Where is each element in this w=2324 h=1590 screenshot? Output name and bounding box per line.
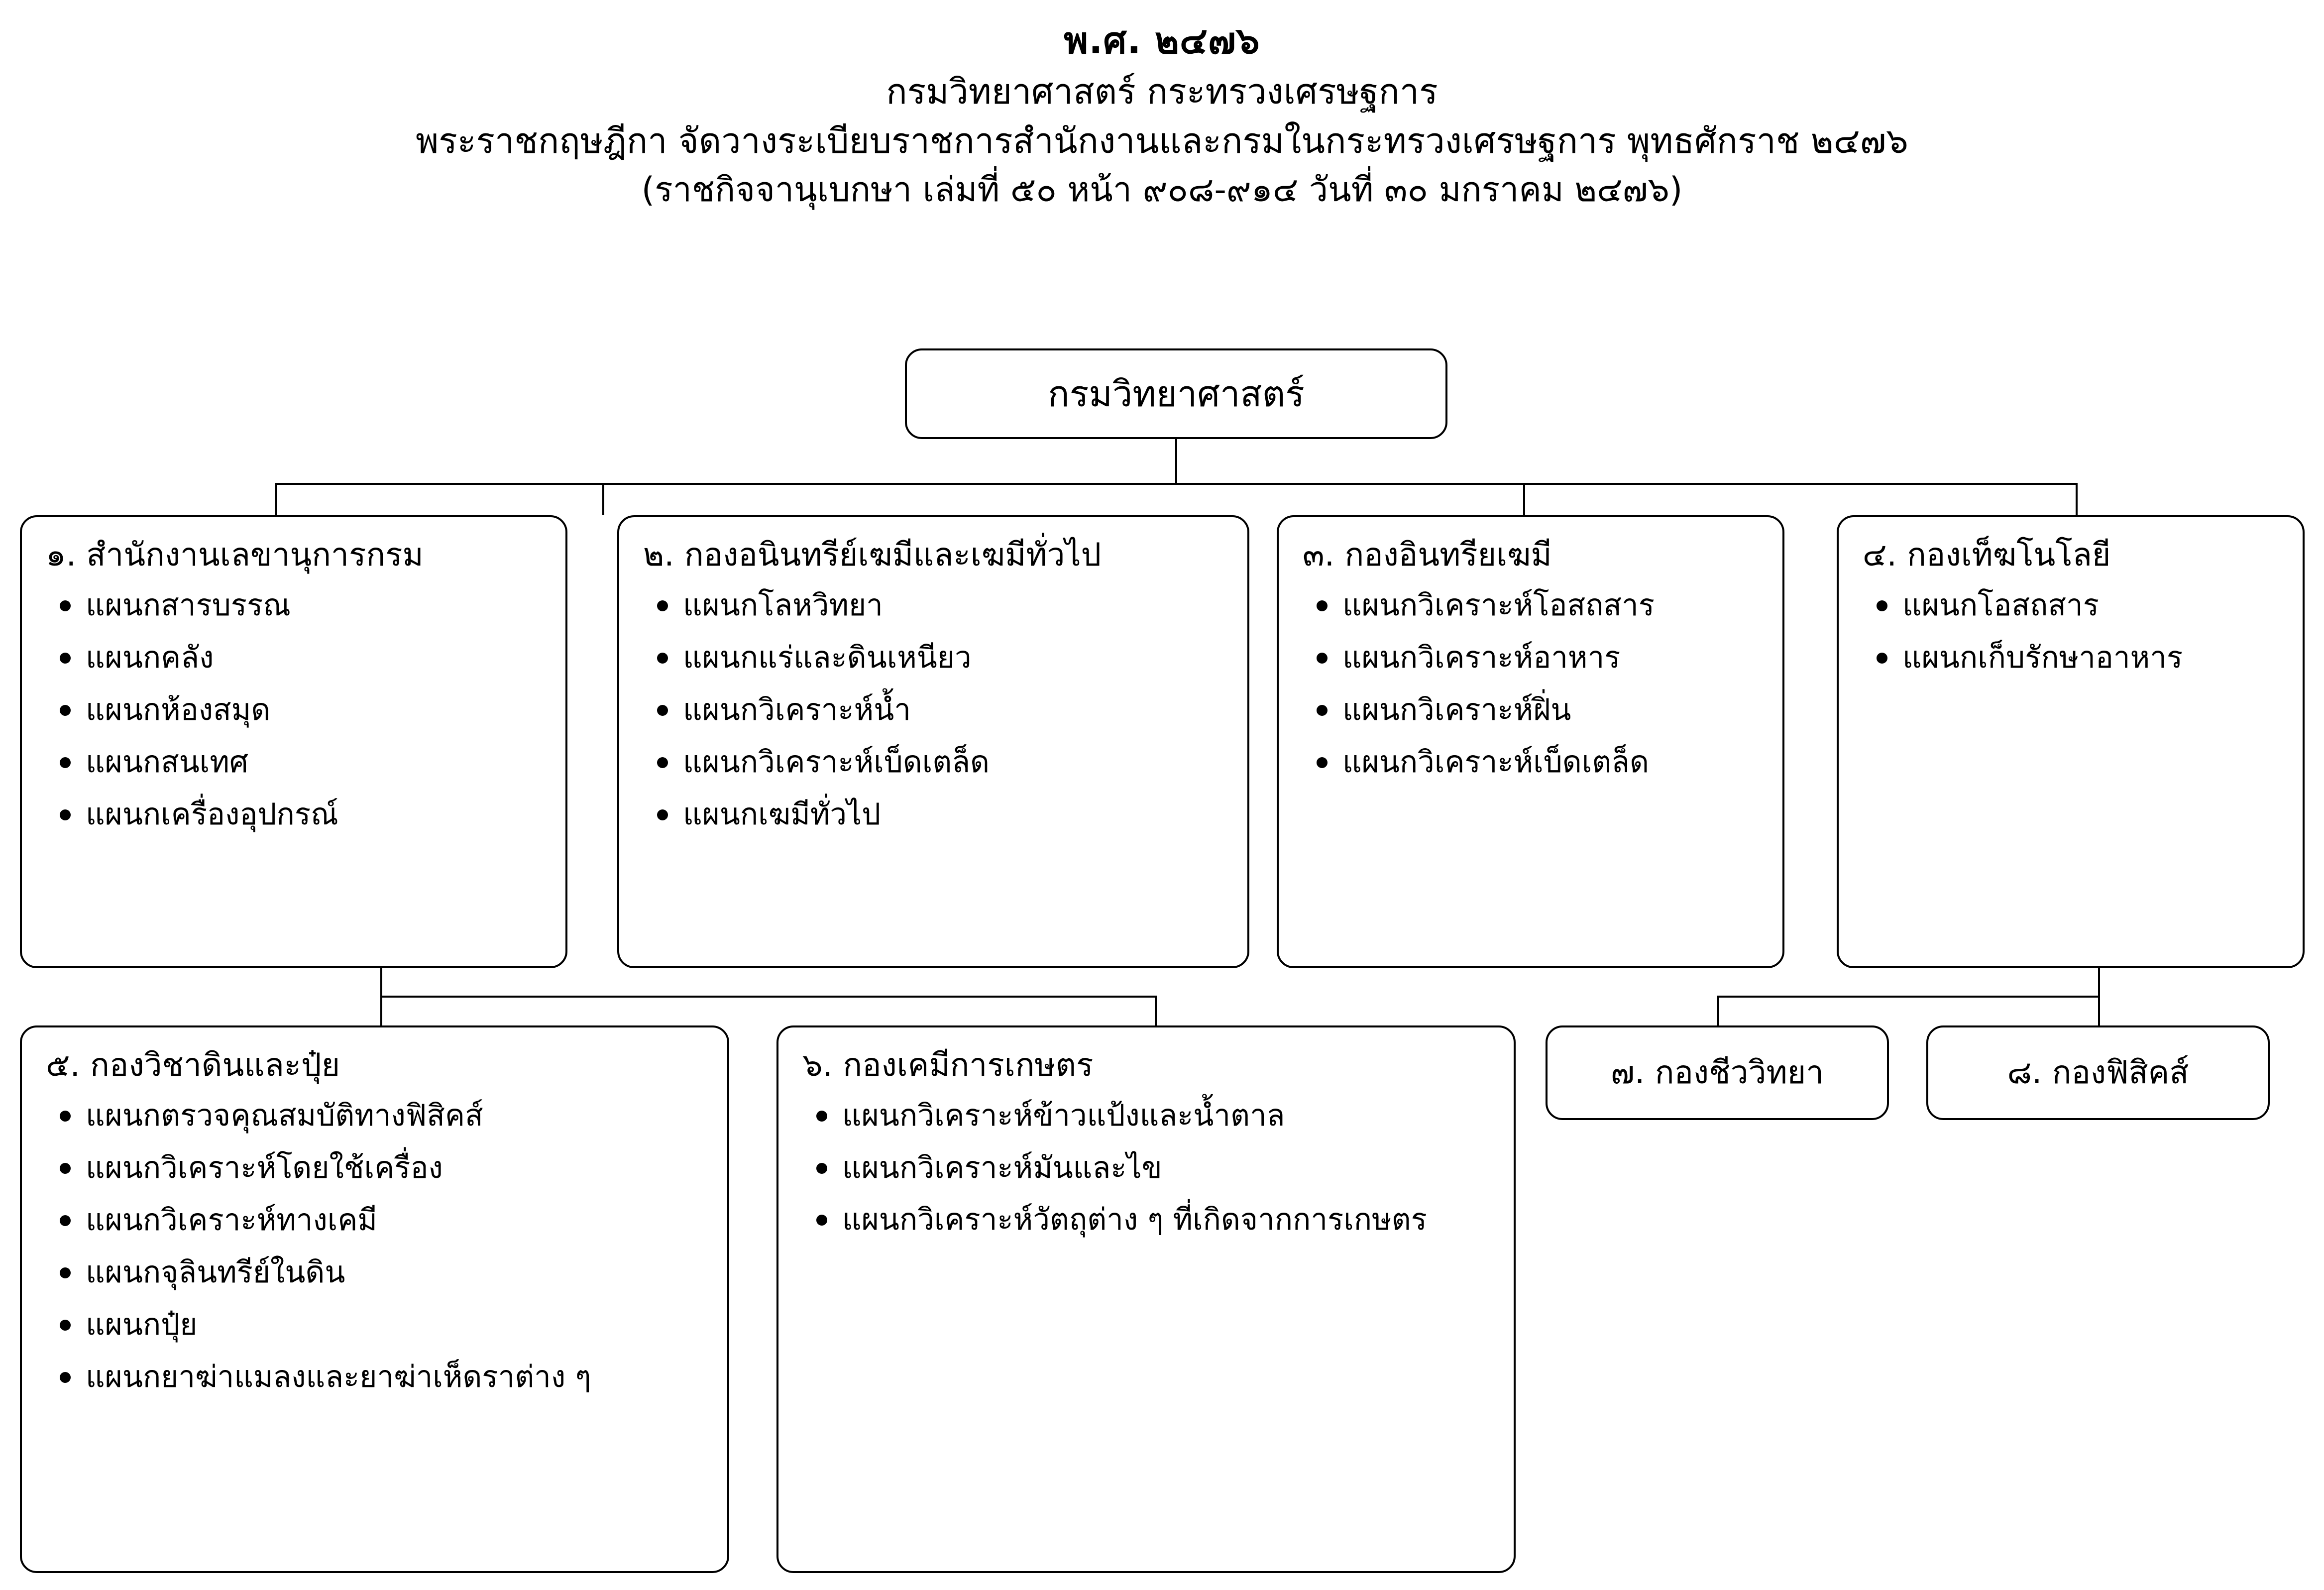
list-item <box>683 688 1232 732</box>
list-item-label: แผนกวิเคราะห์ทางเคมี <box>86 1203 377 1238</box>
bullet-icon <box>60 705 71 716</box>
header-year: พ.ศ. ๒๔๗๖ <box>1064 19 1260 62</box>
node-division-4[interactable] <box>1837 515 2305 968</box>
node-division-1[interactable] <box>20 515 567 968</box>
connector-box5-down <box>380 996 382 1025</box>
list-item <box>1342 741 1768 784</box>
division-4-item-list <box>1859 584 2288 680</box>
division-2-item-list <box>639 584 1232 836</box>
bullet-icon <box>60 600 71 611</box>
list-item-label: แผนกวิเคราะห์โดยใช้เครื่อง <box>86 1150 443 1185</box>
connector-box7-down <box>1717 996 1719 1025</box>
bullet-icon <box>60 1215 71 1226</box>
list-item-label: แผนกวิเคราะห์มันและไข <box>842 1150 1162 1185</box>
list-item <box>86 1094 712 1137</box>
list-item <box>1342 688 1768 732</box>
list-item <box>842 1146 1499 1190</box>
connector-box8-down <box>2098 996 2100 1025</box>
list-item <box>86 584 551 627</box>
list-item-label: แผนกวิเคราะห์เบ็ดเตล็ด <box>1342 745 1649 780</box>
chart-header <box>0 15 2324 214</box>
list-item-label: แผนกวิเคราะห์วัตถุต่าง ๆ ที่เกิดจากการเกษตร <box>842 1202 1427 1237</box>
list-item <box>683 741 1232 784</box>
list-item <box>86 793 551 836</box>
list-item <box>86 1356 712 1399</box>
list-item <box>86 741 551 784</box>
bullet-icon <box>60 1111 71 1122</box>
node-division-2-title: ๒. กองอนินทรีย์เฆมีและเฆมีทั่วไป <box>643 537 1102 573</box>
bullet-icon <box>657 653 668 664</box>
connector-box4-down <box>2076 483 2078 515</box>
node-division-6[interactable] <box>776 1025 1516 1573</box>
bullet-icon <box>60 1267 71 1278</box>
node-division-2[interactable] <box>617 515 1249 968</box>
list-item-label: แผนกจุลินทรีย์ในดิน <box>86 1255 345 1290</box>
node-root-label: กรมวิทยาศาสตร์ <box>1048 373 1305 415</box>
node-root-department[interactable] <box>905 348 1447 439</box>
list-item <box>842 1199 1499 1241</box>
list-item <box>683 584 1232 627</box>
list-item-label: แผนกแร่และดินเหนียว <box>683 640 972 675</box>
connector-root-down <box>1175 439 1177 484</box>
node-division-7-title: ๗. กองชีววิทยา <box>1610 1054 1824 1091</box>
node-division-8[interactable] <box>1926 1025 2270 1120</box>
bullet-icon <box>60 809 71 820</box>
bullet-icon <box>60 653 71 664</box>
list-item-label: แผนกเครื่องอุปกรณ์ <box>86 797 338 832</box>
bullet-icon <box>1317 757 1328 768</box>
list-item-label: แผนกวิเคราะห์ข้าวแป้งและน้ำตาล <box>842 1098 1285 1133</box>
bullet-icon <box>1317 653 1328 664</box>
bullet-icon <box>1317 600 1328 611</box>
bullet-icon <box>657 757 668 768</box>
connector-box3-down <box>1523 483 1525 515</box>
list-item-label: แผนกวิเคราะห์อาหาร <box>1342 640 1621 675</box>
bullet-icon <box>816 1111 827 1122</box>
list-item-label: แผนกตรวจคุณสมบัติทางฟิสิคส์ <box>86 1098 483 1133</box>
division-5-item-list <box>42 1094 712 1399</box>
division-6-item-list <box>798 1094 1499 1241</box>
bullet-icon <box>657 809 668 820</box>
node-division-5-title: ๕. กองวิชาดินและปุ๋ย <box>46 1047 340 1084</box>
list-item <box>86 1303 712 1347</box>
list-item <box>1342 584 1768 627</box>
list-item-label: แผนกวิเคราะห์ฝิ่น <box>1342 692 1571 727</box>
bullet-icon <box>816 1215 827 1226</box>
list-item <box>86 636 551 680</box>
list-item <box>86 1146 712 1190</box>
connector-box6-down <box>1155 996 1157 1025</box>
bullet-icon <box>60 757 71 768</box>
list-item-label: แผนกโลหวิทยา <box>683 588 883 623</box>
list-item-label: แผนกห้องสมุด <box>86 692 271 727</box>
bullet-icon <box>60 1320 71 1331</box>
list-item <box>842 1094 1499 1137</box>
list-item-label: แผนกสารบรรณ <box>86 588 291 623</box>
division-1-item-list <box>42 584 551 836</box>
node-division-8-title: ๘. กองฟิสิคส์ <box>2007 1054 2189 1091</box>
connector-box2-down <box>602 483 604 515</box>
connector-row2-bus-left <box>380 996 1155 998</box>
list-item-label: แผนกวิเคราะห์เบ็ดเตล็ด <box>683 745 990 780</box>
bullet-icon <box>1877 600 1887 611</box>
bullet-icon <box>657 600 668 611</box>
connector-box1-down <box>275 483 277 515</box>
connector-box4-bottom-down <box>2098 968 2100 996</box>
connector-row2-bus-right <box>1717 996 2098 998</box>
bullet-icon <box>657 705 668 716</box>
node-division-7[interactable] <box>1546 1025 1889 1120</box>
list-item <box>1902 636 2288 680</box>
bullet-icon <box>1877 653 1887 664</box>
list-item <box>683 636 1232 680</box>
list-item-label: แผนกยาฆ่าแมลงและยาฆ่าเห็ดราต่าง ๆ <box>86 1360 591 1394</box>
bullet-icon <box>816 1163 827 1174</box>
bullet-icon <box>60 1372 71 1383</box>
bullet-icon <box>1317 705 1328 716</box>
list-item <box>683 793 1232 836</box>
header-decree: พระราชกฤษฎีกา จัดวางระเบียบราชการสำนักงานและกรมในกระทรวงเศรษฐการ พุทธศักราช ๒๔๗๖ <box>416 120 1908 162</box>
connector-row1-bus <box>275 483 2076 485</box>
list-item-label: แผนกปุ๋ย <box>86 1307 198 1342</box>
list-item <box>86 1251 712 1294</box>
connector-box2-bottom-down <box>380 968 382 996</box>
list-item <box>86 688 551 732</box>
node-division-5[interactable] <box>20 1025 729 1573</box>
header-reference: (ราชกิจจานุเบกษา เล่มที่ ๕๐ หน้า ๙๐๘-๙๑๔ วันที่ ๓๐ มกราคม ๒๔๗๖) <box>641 170 1683 210</box>
list-item-label: แผนกสนเทศ <box>86 745 248 780</box>
list-item-label: แผนกเก็บรักษาอาหาร <box>1902 640 2183 675</box>
node-division-3-title: ๓. กองอินทรียเฆมี <box>1303 537 1552 573</box>
list-item-label: แผนกคลัง <box>86 640 214 675</box>
division-3-item-list <box>1299 584 1768 784</box>
list-item <box>1342 636 1768 680</box>
list-item <box>1902 584 2288 627</box>
header-department: กรมวิทยาศาสตร์ กระทรวงเศรษฐการ <box>886 71 1438 113</box>
list-item-label: แผนกเฆมีทั่วไป <box>683 797 881 832</box>
list-item-label: แผนกวิเคราะห์น้ำ <box>683 692 911 727</box>
list-item-label: แผนกวิเคราะห์โอสถสาร <box>1342 588 1655 623</box>
node-division-1-title: ๑. สำนักงานเลขานุการกรม <box>46 537 424 573</box>
node-division-6-title: ๖. กองเคมีการเกษตร <box>802 1047 1094 1084</box>
node-division-3[interactable] <box>1277 515 1784 968</box>
node-division-4-title: ๔. กองเท็ฆโนโลยี <box>1863 537 2111 573</box>
bullet-icon <box>60 1163 71 1174</box>
list-item <box>86 1199 712 1242</box>
list-item-label: แผนกโอสถสาร <box>1902 588 2099 623</box>
